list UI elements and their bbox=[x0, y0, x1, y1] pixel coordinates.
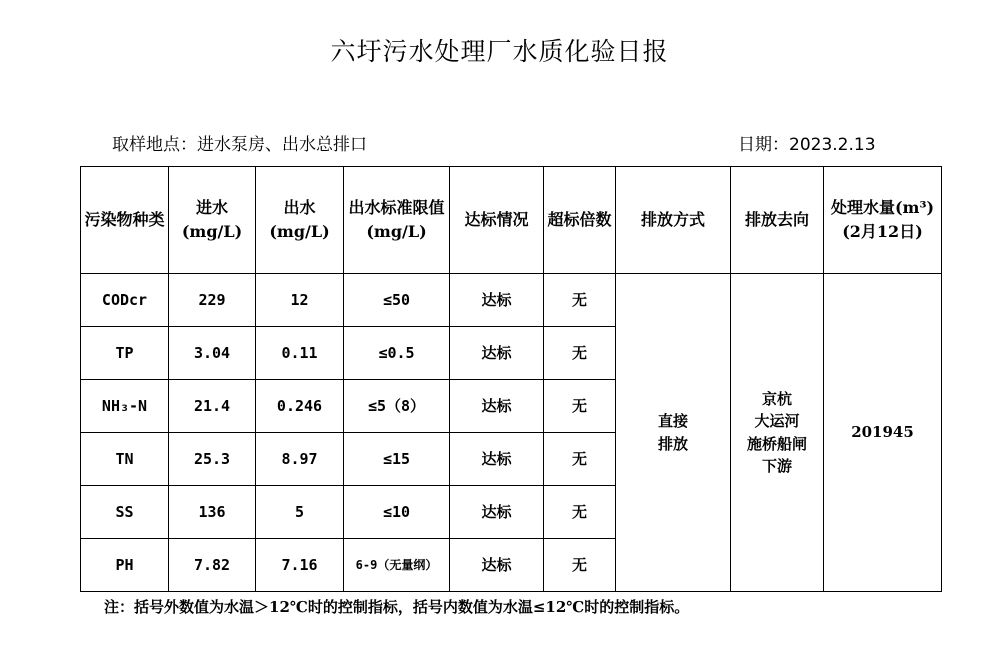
limit-cell: ≤50 bbox=[344, 274, 450, 327]
inflow-cell: 25.3 bbox=[169, 433, 256, 486]
header-flow-volume: 处理水量(m³)(2月12日) bbox=[824, 167, 942, 274]
footnote: 注：括号外数值为水温＞12℃时的控制指标，括号内数值为水温≤12℃时的控制指标。 bbox=[104, 598, 690, 616]
discharge-method-line: 直接 bbox=[657, 412, 688, 430]
exceed-cell: 无 bbox=[544, 380, 616, 433]
exceed-cell: 无 bbox=[544, 274, 616, 327]
destination-line: 大运河 bbox=[754, 412, 800, 430]
header-outflow: 出水(mg/L) bbox=[256, 167, 344, 274]
compliance-cell: 达标 bbox=[450, 274, 544, 327]
header-row bbox=[81, 167, 942, 274]
outflow-cell: 0.246 bbox=[256, 380, 344, 433]
destination-line: 施桥船闸 bbox=[746, 434, 807, 453]
inflow-cell: 229 bbox=[169, 274, 256, 327]
outflow-cell: 7.16 bbox=[256, 539, 344, 592]
compliance-cell: 达标 bbox=[450, 539, 544, 592]
limit-cell: ≤15 bbox=[344, 433, 450, 486]
limit-cell: 6-9（无量纲） bbox=[344, 539, 450, 592]
pollutant-cell: TP bbox=[81, 327, 169, 380]
report-title: 六圩污水处理厂水质化验日报 bbox=[330, 37, 669, 66]
header-limit: 出水标准限值(mg/L) bbox=[344, 167, 450, 274]
destination-line: 下游 bbox=[761, 457, 792, 475]
limit-cell: ≤5（8） bbox=[344, 380, 450, 433]
pollutant-cell: TN bbox=[81, 433, 169, 486]
exceed-cell: 无 bbox=[544, 433, 616, 486]
header-discharge-destination: 排放去向 bbox=[731, 167, 824, 274]
pollutant-cell: SS bbox=[81, 486, 169, 539]
pollutant-cell: PH bbox=[81, 539, 169, 592]
exceed-cell: 无 bbox=[544, 539, 616, 592]
compliance-cell: 达标 bbox=[450, 486, 544, 539]
header-discharge-method: 排放方式 bbox=[616, 167, 731, 274]
outflow-cell: 12 bbox=[256, 274, 344, 327]
inflow-cell: 3.04 bbox=[169, 327, 256, 380]
pollutant-cell: NH₃-N bbox=[81, 380, 169, 433]
outflow-cell: 8.97 bbox=[256, 433, 344, 486]
flow-volume-cell: 201945 bbox=[824, 274, 942, 592]
inflow-cell: 7.82 bbox=[169, 539, 256, 592]
table-row bbox=[81, 274, 942, 327]
compliance-cell: 达标 bbox=[450, 433, 544, 486]
destination-line: 京杭 bbox=[761, 389, 792, 408]
exceed-cell: 无 bbox=[544, 327, 616, 380]
outflow-cell: 5 bbox=[256, 486, 344, 539]
water-quality-table bbox=[80, 166, 942, 592]
limit-cell: ≤0.5 bbox=[344, 327, 450, 380]
sampling-location: 取样地点：进水泵房、出水总排口 bbox=[112, 135, 367, 155]
inflow-cell: 136 bbox=[169, 486, 256, 539]
exceed-cell: 无 bbox=[544, 486, 616, 539]
discharge-method-cell bbox=[616, 274, 731, 592]
report-date: 日期：2023.2.13 bbox=[738, 135, 876, 155]
header-compliance: 达标情况 bbox=[450, 167, 544, 274]
inflow-cell: 21.4 bbox=[169, 380, 256, 433]
header-pollutant: 污染物种类 bbox=[81, 167, 169, 274]
header-exceed: 超标倍数 bbox=[544, 167, 616, 274]
discharge-destination-cell bbox=[731, 274, 824, 592]
outflow-cell: 0.11 bbox=[256, 327, 344, 380]
limit-cell: ≤10 bbox=[344, 486, 450, 539]
compliance-cell: 达标 bbox=[450, 380, 544, 433]
compliance-cell: 达标 bbox=[450, 327, 544, 380]
discharge-method-line: 排放 bbox=[657, 434, 688, 453]
header-inflow: 进水(mg/L) bbox=[169, 167, 256, 274]
pollutant-cell: CODcr bbox=[81, 274, 169, 327]
